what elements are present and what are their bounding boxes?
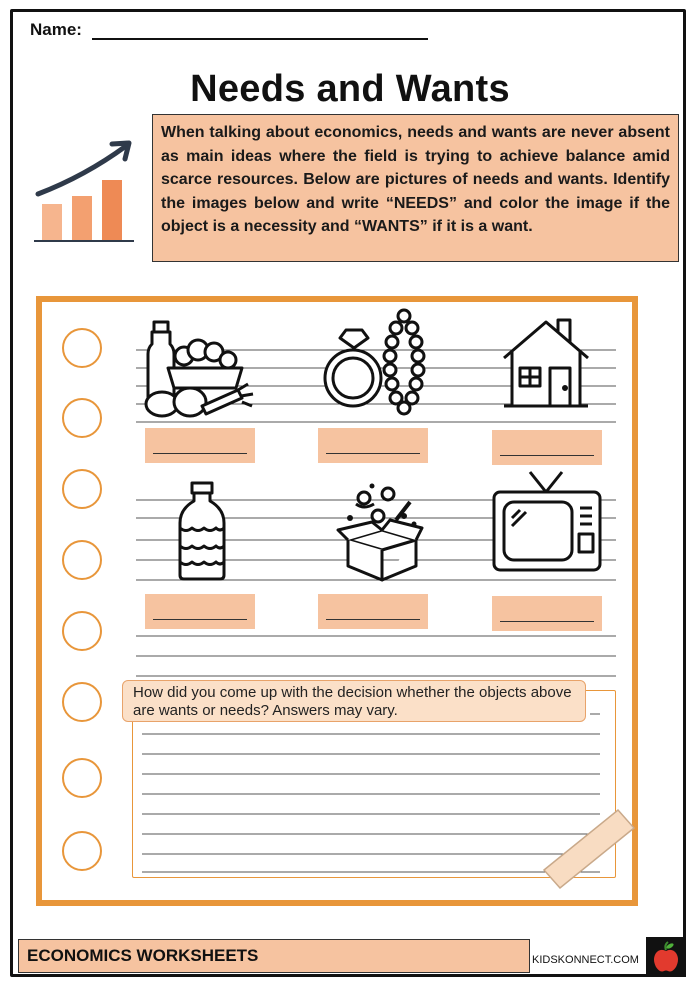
- page-title: Needs and Wants: [190, 68, 510, 110]
- house-icon: [500, 316, 592, 410]
- binder-ring: [62, 469, 102, 509]
- binder-ring: [62, 831, 102, 871]
- answer-field[interactable]: [318, 594, 428, 629]
- logo-box: [646, 937, 686, 977]
- binder-ring: [62, 398, 102, 438]
- instructions-box: When talking about economics, needs and wants are never absent as main ideas where the field is trying to achieve balance amid scarce resources. Below are pictures of needs and wants. Identify the images below and write “NEEDS” and color the image if the object is a necessity and “WANTS” if it is a want.: [152, 114, 679, 262]
- water-bottle-icon: [175, 480, 229, 582]
- site-link[interactable]: KIDSKONNECT.COM: [532, 954, 639, 966]
- binder-ring: [62, 611, 102, 651]
- groceries-icon: [144, 318, 256, 420]
- binder-ring: [62, 682, 102, 722]
- answer-field[interactable]: [145, 594, 255, 629]
- binder-ring: [62, 540, 102, 580]
- answer-field[interactable]: [492, 430, 602, 465]
- answer-field[interactable]: [145, 428, 255, 463]
- binder-ring: [62, 328, 102, 368]
- answer-field[interactable]: [492, 596, 602, 631]
- television-icon: [490, 468, 604, 576]
- answer-field[interactable]: [318, 428, 428, 463]
- name-label: Name:: [30, 20, 82, 39]
- reflection-question: How did you come up with the decision whether the objects above are wants or needs? Answers may vary.: [122, 680, 586, 722]
- footer-label: ECONOMICS WORKSHEETS: [18, 939, 530, 973]
- apple-logo-icon: [646, 937, 686, 977]
- toy-box-icon: [334, 480, 424, 584]
- jewelry-icon: [320, 306, 436, 416]
- tape-strip-decoration: [540, 806, 640, 896]
- binder-ring: [62, 758, 102, 798]
